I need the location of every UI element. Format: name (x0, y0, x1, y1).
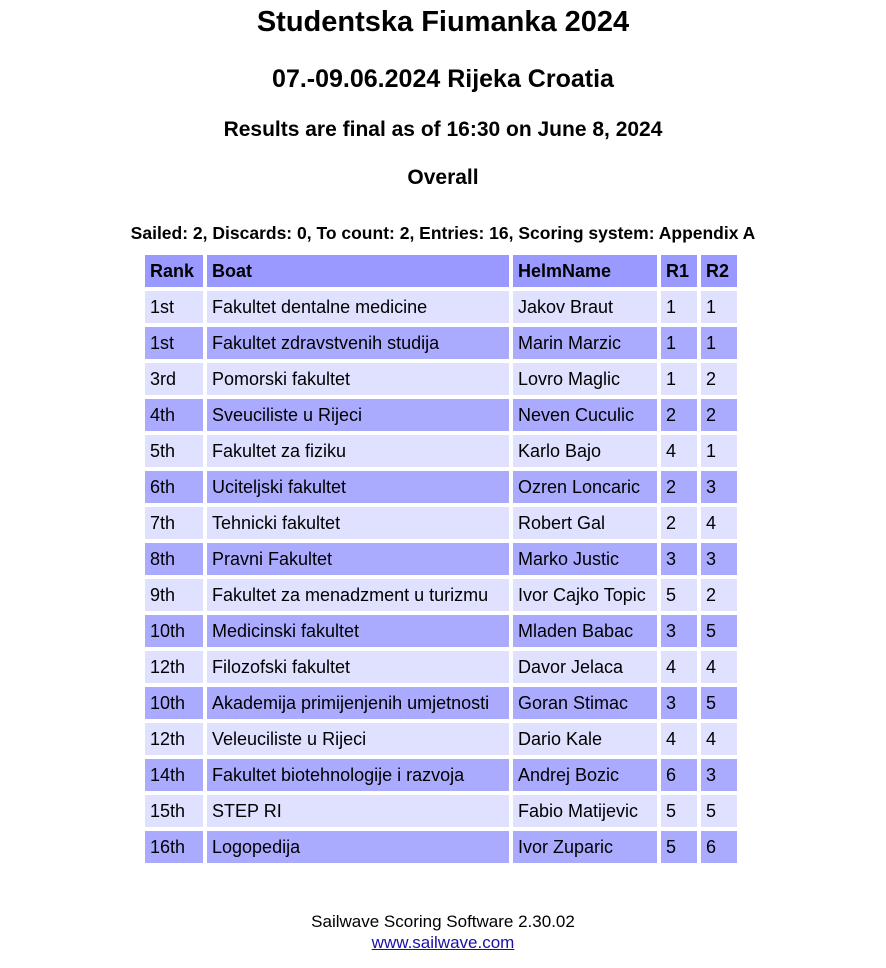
boat-cell: Tehnicki fakultet (207, 507, 509, 539)
helm-cell: Goran Stimac (513, 687, 657, 719)
helm-cell: Davor Jelaca (513, 651, 657, 683)
boat-cell: Uciteljski fakultet (207, 471, 509, 503)
r1-cell: 1 (661, 291, 697, 323)
boat-cell: Fakultet za menadzment u turizmu (207, 579, 509, 611)
table-row (145, 363, 737, 395)
rank-cell: 10th (145, 687, 203, 719)
table-row (145, 651, 737, 683)
r2-cell: 4 (701, 651, 737, 683)
table-header-row (145, 255, 737, 287)
r1-cell: 5 (661, 795, 697, 827)
helm-cell: Lovro Maglic (513, 363, 657, 395)
helm-cell: Dario Kale (513, 723, 657, 755)
r2-cell: 3 (701, 471, 737, 503)
r2-cell: 6 (701, 831, 737, 863)
r1-cell: 2 (661, 507, 697, 539)
r2-cell: 2 (701, 399, 737, 431)
table-row (145, 471, 737, 503)
table-row (145, 759, 737, 791)
r1-cell: 2 (661, 471, 697, 503)
helm-cell: Marko Justic (513, 543, 657, 575)
series-title: Overall (407, 166, 479, 189)
rank-cell: 5th (145, 435, 203, 467)
r1-cell: 4 (661, 723, 697, 755)
r1-cell: 1 (661, 327, 697, 359)
rank-cell: 1st (145, 327, 203, 359)
r1-cell: 5 (661, 831, 697, 863)
table-row (145, 615, 737, 647)
table-row (145, 399, 737, 431)
rank-cell: 9th (145, 579, 203, 611)
table-row (145, 291, 737, 323)
r2-cell: 5 (701, 795, 737, 827)
column-header-boat: Boat (207, 255, 509, 287)
helm-cell: Neven Cuculic (513, 399, 657, 431)
r2-cell: 1 (701, 435, 737, 467)
boat-cell: Sveuciliste u Rijeci (207, 399, 509, 431)
helm-cell: Ivor Zuparic (513, 831, 657, 863)
r2-cell: 5 (701, 687, 737, 719)
helm-cell: Andrej Bozic (513, 759, 657, 791)
table-row (145, 687, 737, 719)
boat-cell: Medicinski fakultet (207, 615, 509, 647)
rank-cell: 3rd (145, 363, 203, 395)
r1-cell: 1 (661, 363, 697, 395)
r1-cell: 6 (661, 759, 697, 791)
table-row (145, 723, 737, 755)
sailwave-link[interactable]: www.sailwave.com (371, 933, 515, 952)
rank-cell: 12th (145, 651, 203, 683)
column-header-r1: R1 (661, 255, 697, 287)
rank-cell: 12th (145, 723, 203, 755)
helm-cell: Robert Gal (513, 507, 657, 539)
r2-cell: 3 (701, 759, 737, 791)
table-row (145, 543, 737, 575)
rank-cell: 6th (145, 471, 203, 503)
r1-cell: 3 (661, 543, 697, 575)
r1-cell: 4 (661, 435, 697, 467)
helm-cell: Mladen Babac (513, 615, 657, 647)
r2-cell: 3 (701, 543, 737, 575)
boat-cell: Logopedija (207, 831, 509, 863)
rank-cell: 1st (145, 291, 203, 323)
event-dates-venue: 07.-09.06.2024 Rijeka Croatia (272, 65, 614, 93)
series-summary: Sailed: 2, Discards: 0, To count: 2, Entries: 16, Scoring system: Appendix A (130, 223, 756, 243)
rank-cell: 10th (145, 615, 203, 647)
boat-cell: Filozofski fakultet (207, 651, 509, 683)
rank-cell: 15th (145, 795, 203, 827)
table-row (145, 579, 737, 611)
rank-cell: 4th (145, 399, 203, 431)
helm-cell: Karlo Bajo (513, 435, 657, 467)
boat-cell: Pomorski fakultet (207, 363, 509, 395)
rank-cell: 14th (145, 759, 203, 791)
r2-cell: 5 (701, 615, 737, 647)
helm-cell: Marin Marzic (513, 327, 657, 359)
r1-cell: 4 (661, 651, 697, 683)
event-title: Studentska Fiumanka 2024 (256, 6, 630, 38)
boat-cell: Veleuciliste u Rijeci (207, 723, 509, 755)
column-header-helmname: HelmName (513, 255, 657, 287)
boat-cell: Pravni Fakultet (207, 543, 509, 575)
r1-cell: 5 (661, 579, 697, 611)
rank-cell: 7th (145, 507, 203, 539)
column-header-rank: Rank (145, 255, 203, 287)
r2-cell: 2 (701, 579, 737, 611)
r2-cell: 2 (701, 363, 737, 395)
boat-cell: Fakultet biotehnologije i razvoja (207, 759, 509, 791)
column-header-r2: R2 (701, 255, 737, 287)
table-row (145, 507, 737, 539)
r2-cell: 4 (701, 723, 737, 755)
helm-cell: Ozren Loncaric (513, 471, 657, 503)
footer (0, 911, 886, 953)
r1-cell: 3 (661, 615, 697, 647)
r2-cell: 1 (701, 291, 737, 323)
table-row (145, 795, 737, 827)
software-credit: Sailwave Scoring Software 2.30.02 (311, 912, 575, 931)
helm-cell: Ivor Cajko Topic (513, 579, 657, 611)
table-row (145, 435, 737, 467)
boat-cell: Fakultet zdravstvenih studija (207, 327, 509, 359)
boat-cell: Fakultet za fiziku (207, 435, 509, 467)
rank-cell: 8th (145, 543, 203, 575)
helm-cell: Jakov Braut (513, 291, 657, 323)
helm-cell: Fabio Matijevic (513, 795, 657, 827)
r2-cell: 4 (701, 507, 737, 539)
rank-cell: 16th (145, 831, 203, 863)
table-row (145, 831, 737, 863)
table-row (145, 327, 737, 359)
boat-cell: STEP RI (207, 795, 509, 827)
results-status: Results are final as of 16:30 on June 8, 2024 (223, 118, 663, 141)
boat-cell: Akademija primijenjenih umjetnosti (207, 687, 509, 719)
r1-cell: 3 (661, 687, 697, 719)
boat-cell: Fakultet dentalne medicine (207, 291, 509, 323)
r1-cell: 2 (661, 399, 697, 431)
results-table (141, 251, 741, 867)
r2-cell: 1 (701, 327, 737, 359)
